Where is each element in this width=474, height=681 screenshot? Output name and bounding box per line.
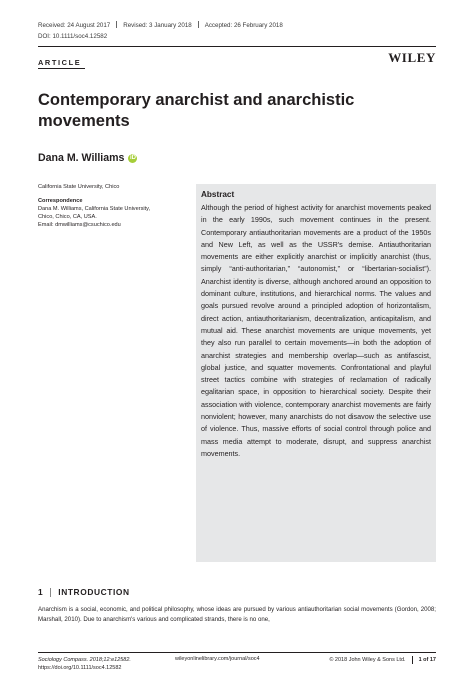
- abstract-heading: Abstract: [201, 190, 235, 199]
- author-line: [38, 152, 137, 164]
- footer-doi-link[interactable]: https://doi.org/10.1111/soc4.12582: [38, 665, 122, 672]
- correspondence-line: Dana M. Williams, California State University,: [38, 206, 151, 212]
- article-title: Contemporary anarchist and anarchistic movements: [38, 91, 355, 130]
- article-type-label: ARTICLE: [38, 58, 82, 67]
- correspondence-email[interactable]: Email: dmwilliams@csuchico.edu: [38, 222, 121, 228]
- journal-url-link[interactable]: wileyonlinelibrary.com/journal/soc4: [175, 656, 260, 662]
- revised-date: Revised: 3 January 2018: [123, 22, 192, 29]
- section-title: INTRODUCTION: [58, 587, 130, 597]
- accepted-date: Accepted: 26 February 2018: [204, 22, 283, 29]
- orcid-icon[interactable]: iD: [129, 155, 136, 161]
- correspondence-heading: Correspondence: [38, 198, 83, 204]
- body-paragraph: Anarchism is a social, economic, and political philosophy, whose ideas are pursued by various antiauthoritarian social movements (Gordon, 2008; Marshall, 2010). Due to anarchism's various and complicated strands, there is no one,: [38, 606, 436, 623]
- received-date: Received: 24 August 2017: [38, 22, 111, 29]
- date-separator: [116, 21, 117, 28]
- abstract-box: [196, 184, 436, 562]
- footer-divider: [412, 656, 413, 664]
- publisher-logo: WILEY: [388, 50, 436, 65]
- journal-citation: Sociology Compass. 2018;12:e12582.: [38, 657, 131, 663]
- copyright-notice: © 2018 John Wiley & Sons Ltd.: [329, 657, 406, 663]
- article-type-underline: [38, 68, 85, 69]
- abstract-text: Although the period of highest activity for anarchist movements peaked in the early 1990s, such movement continues in the present. Contemporary antiauthoritarian movements are a product of the 1950s and New Left, as well as the USSR's demise. Antiauthoritarian movements are either explicitly anarchist or implicitly anarchist (thus, simply “anti-authoritarian,” “autonomist,” or “libertarian-socialist”). Anarchist identity is diverse, although anchored around an opposition to dominant culture, institutions, and hierarchical norms. The values and goals pursued revolve around a principled adoption of horizontalism, direct action, antiauthoritarianism, decentralization, anticapitalism, and mutual aid. These anarchist movements are unique movements, yet they also run parallel to certain movements—in both the adoption of anarchist strategies and membership overlap—such as antifascist, global justice, and squatter movements. Confrontational and playful street tactics combine with strategies of reclamation of radically egalitarian space, in opposition to hierarchical society. Despite their association with violence, contemporary anarchist movements are fairly nonviolent; however, many anarchists do not disavow the selective use of violence. Thus, massive efforts of social control through police and mass media attempt to moderate, disrupt, and suppress anarchist movements.: [201, 203, 431, 458]
- date-separator: [198, 21, 199, 28]
- footer-citation: [38, 656, 131, 673]
- article-doi[interactable]: DOI: 10.1111/soc4.12582: [38, 33, 108, 40]
- section-heading: [38, 587, 130, 597]
- article-dates: [38, 21, 283, 29]
- footer-right: [329, 656, 436, 664]
- footer-rule: [38, 652, 436, 653]
- section-number: 1: [38, 587, 44, 597]
- header-rule: [38, 46, 436, 47]
- correspondence-line: Chico, Chico, CA, USA.: [38, 214, 97, 220]
- author-name[interactable]: Dana M. Williams: [38, 152, 125, 164]
- page-number: 1 of 17: [418, 657, 436, 663]
- section-divider: [50, 588, 51, 597]
- correspondence-block: [38, 197, 188, 229]
- author-affiliation: California State University, Chico: [38, 184, 120, 190]
